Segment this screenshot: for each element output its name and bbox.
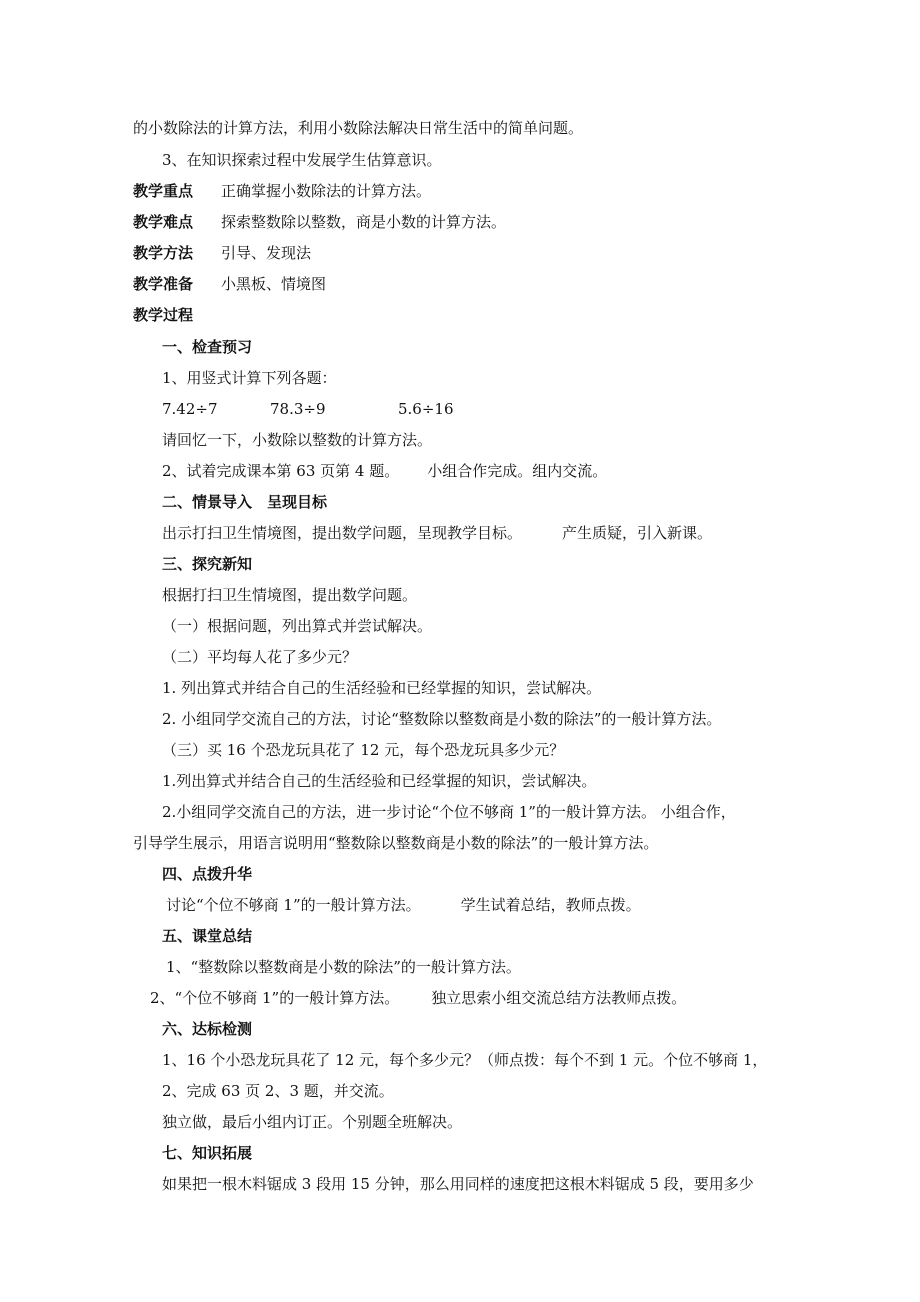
- section-2-heading-part-1: 二、情景导入: [162, 493, 253, 511]
- section-2-text-student: 产生质疑，引入新课。: [562, 524, 713, 542]
- section-3-part-3-step-2: 2.小组同学交流自己的方法，进一步讨论“个位不够商 1”的一般计算方法。 小组合作，: [162, 803, 736, 821]
- section-1-item-2: [162, 461, 607, 481]
- teaching-prep-row: [133, 274, 326, 294]
- section-6-item-1: 1、16 个小恐龙玩具花了 12 元，每个多少元？（师点拨：每个不到 1 元。个位不够商 1，: [162, 1051, 768, 1069]
- teaching-prep-label: 教学准备: [133, 275, 194, 293]
- section-3-part-2-step-1: 1. 列出算式并结合自己的生活经验和已经掌握的知识，尝试解决。: [162, 679, 602, 697]
- section-4-text-activity: 学生试着总结，教师点拨。: [460, 896, 641, 914]
- section-3-part-2-step-2: 2. 小组同学交流自己的方法，讨论“整数除以整数商是小数的除法”的一般计算方法。: [162, 710, 722, 728]
- section-3-part-3-step-2-cont: 引导学生展示，用语言说明用“整数除以整数商是小数的除法”的一般计算方法。: [133, 834, 659, 852]
- section-3-text: 根据打扫卫生情境图，提出数学问题。: [162, 586, 418, 604]
- section-2-heading-part-2: 呈现目标: [267, 493, 328, 511]
- teaching-method-row: [133, 243, 311, 263]
- calc-expression-2: 78.3÷9: [270, 400, 326, 418]
- section-3-part-3: （三）买 16 个恐龙玩具花了 12 元，每个恐龙玩具多少元？: [162, 741, 565, 759]
- teaching-focus-text: 正确掌握小数除法的计算方法。: [221, 182, 432, 200]
- section-5-heading: 五、课堂总结: [162, 927, 253, 945]
- section-4-heading: 四、点拨升华: [162, 865, 253, 883]
- section-3-part-1: （一）根据问题，列出算式并尝试解决。: [162, 617, 433, 635]
- teaching-focus-label: 教学重点: [133, 182, 194, 200]
- section-3-part-3-step-1: 1.列出算式并结合自己的生活经验和已经掌握的知识，尝试解决。: [162, 772, 597, 790]
- section-5-item-2: [150, 988, 686, 1008]
- objective-item-3: 3、在知识探索过程中发展学生估算意识。: [162, 151, 442, 169]
- section-3-heading: 三、探究新知: [162, 555, 253, 573]
- teaching-difficulty-row: [133, 212, 506, 232]
- teaching-process-heading: 教学过程: [133, 306, 194, 324]
- calc-expression-3: 5.6÷16: [398, 400, 454, 418]
- section-4-text-discussion: 讨论“个位不够商 1”的一般计算方法。: [166, 896, 421, 914]
- section-4-text: [166, 895, 641, 915]
- section-7-text: 如果把一根木料锯成 3 段用 15 分钟，那么用同样的速度把这根木料锯成 5 段，要用多少: [162, 1175, 754, 1193]
- section-6-text: 独立做，最后小组内订正。个别题全班解决。: [162, 1113, 463, 1131]
- section-6-heading: 六、达标检测: [162, 1020, 253, 1038]
- section-1-item-2-text: 2、试着完成课本第 63 页第 4 题。: [162, 462, 400, 480]
- teaching-prep-text: 小黑板、情境图: [221, 275, 327, 293]
- section-2-text: [162, 523, 712, 543]
- teaching-difficulty-label: 教学难点: [133, 213, 194, 231]
- teaching-method-label: 教学方法: [133, 244, 194, 262]
- teaching-focus-row: [133, 181, 431, 201]
- section-6-item-2: 2、完成 63 页 2、3 题，并交流。: [162, 1082, 394, 1100]
- section-3-part-2: （二）平均每人花了多少元？: [162, 648, 358, 666]
- calc-expression-1: 7.42÷7: [162, 400, 218, 418]
- section-1-recall: 请回忆一下，小数除以整数的计算方法。: [162, 431, 433, 449]
- section-2-heading: [162, 492, 327, 512]
- section-7-heading: 七、知识拓展: [162, 1144, 253, 1162]
- section-2-text-teacher: 出示打扫卫生情境图，提出数学问题，呈现教学目标。: [162, 524, 523, 542]
- section-5-item-1: 1、“整数除以整数商是小数的除法”的一般计算方法。: [166, 958, 521, 976]
- teaching-method-text: 引导、发现法: [221, 244, 312, 262]
- section-1-item-2-activity: 小组合作完成。组内交流。: [427, 462, 608, 480]
- objective-text-line: 的小数除法的计算方法，利用小数除法解决日常生活中的简单问题。: [133, 119, 584, 137]
- section-5-item-2-text: 2、“个位不够商 1”的一般计算方法。: [150, 989, 400, 1007]
- teaching-difficulty-text: 探索整数除以整数，商是小数的计算方法。: [221, 213, 507, 231]
- section-1-heading: 一、检查预习: [162, 338, 253, 356]
- section-1-item-1: 1、用竖式计算下列各题：: [162, 369, 337, 387]
- section-5-item-2-activity: 独立思索小组交流总结方法教师点拨。: [431, 989, 687, 1007]
